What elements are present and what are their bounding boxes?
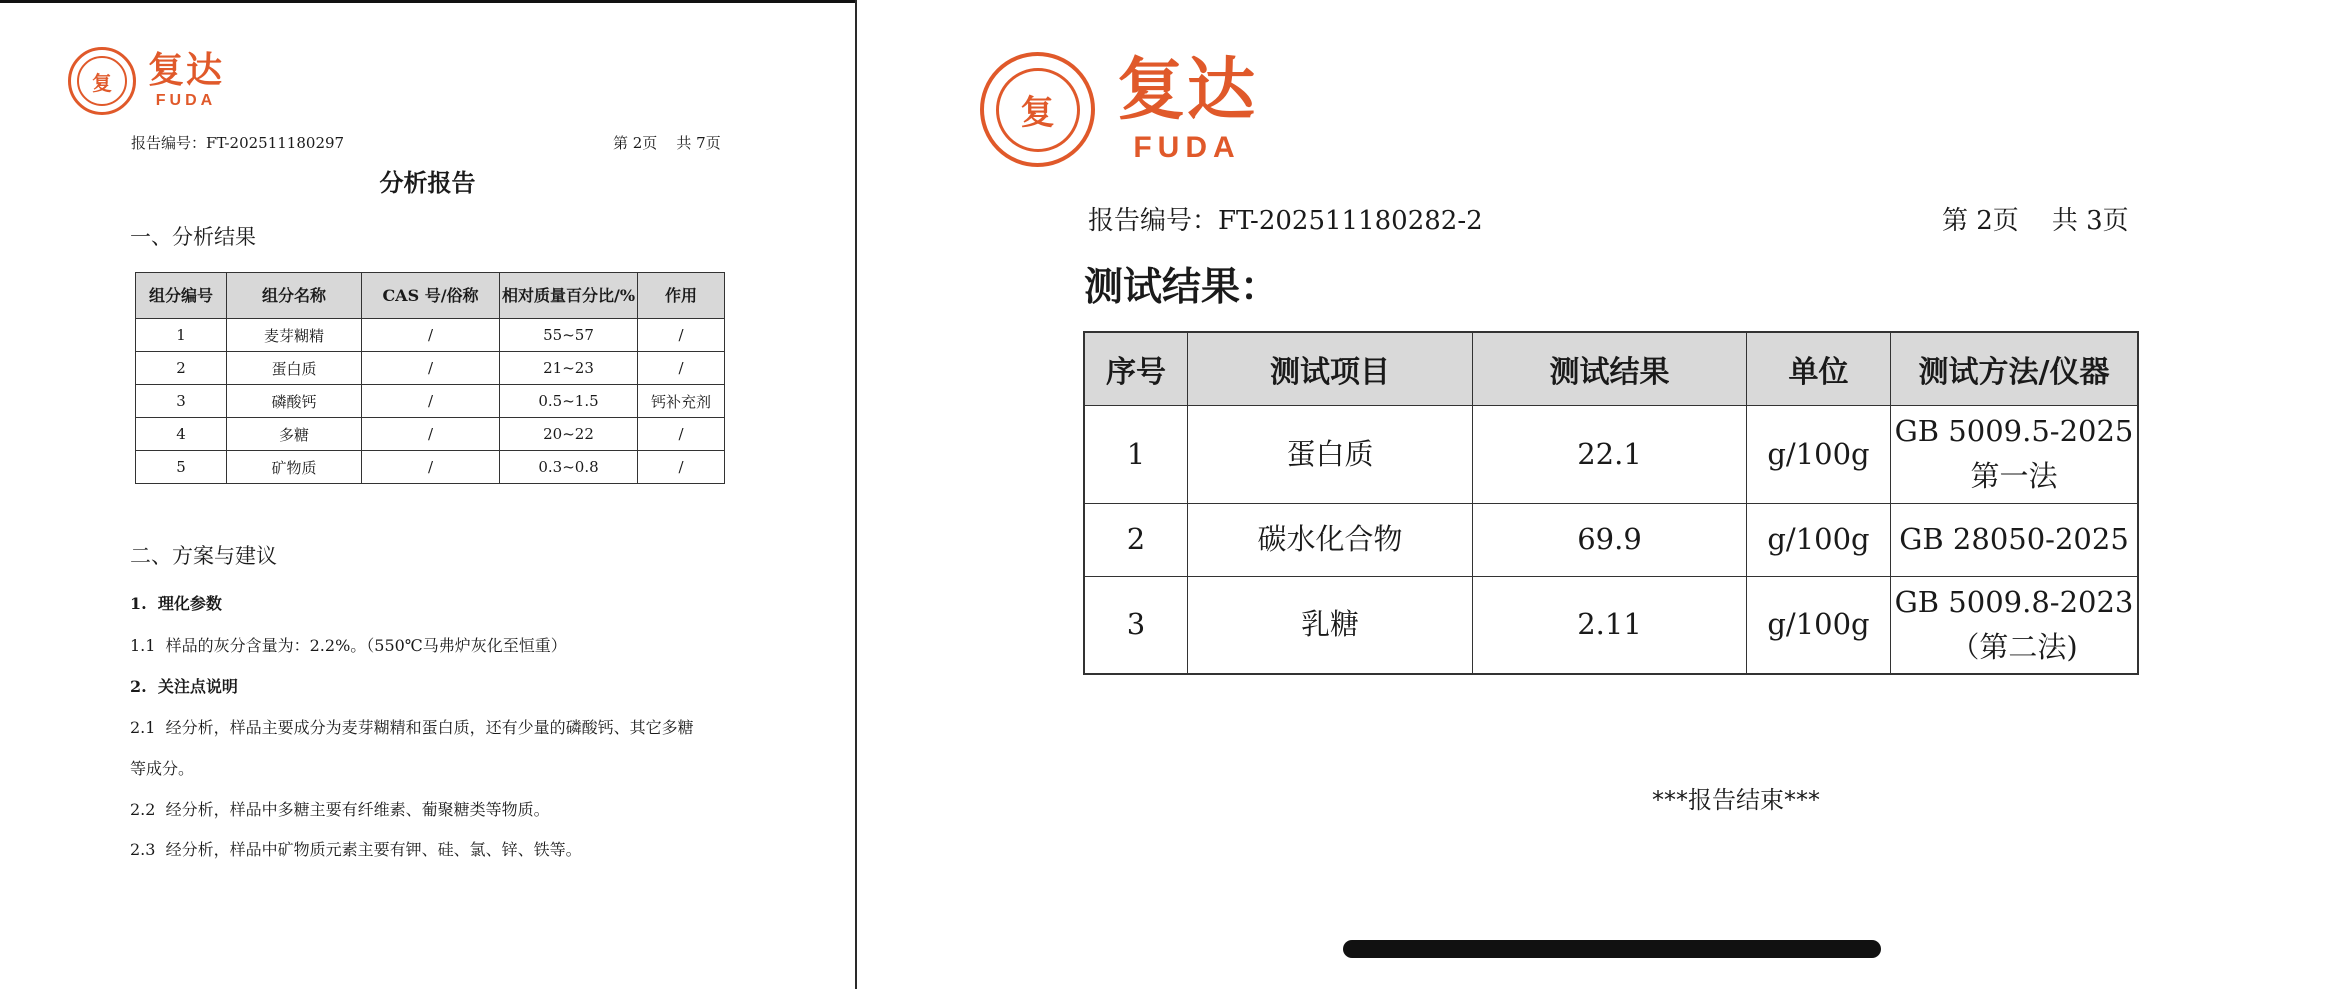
report-number: 报告编号：FT-202511180297 bbox=[131, 134, 345, 152]
table-row bbox=[1084, 405, 2138, 503]
fuda-logo bbox=[68, 47, 224, 115]
report-title: 分析报告 bbox=[379, 169, 476, 197]
right-report-page bbox=[858, 0, 2338, 989]
table-cell: 2 bbox=[136, 352, 227, 385]
table-cell: / bbox=[362, 418, 500, 451]
table-cell: 0.3~0.8 bbox=[500, 451, 638, 484]
table-cell: / bbox=[638, 418, 725, 451]
subsection-heading: 1. 理化参数 bbox=[130, 594, 222, 613]
table-row bbox=[136, 352, 725, 385]
paragraph: 等成分。 bbox=[130, 759, 195, 778]
table-cell: / bbox=[362, 385, 500, 418]
table-cell: 蛋白质 bbox=[227, 352, 362, 385]
table-cell: 2.11 bbox=[1473, 576, 1747, 674]
table-cell: 蛋白质 bbox=[1188, 405, 1473, 503]
header-cell: 测试结果 bbox=[1473, 332, 1747, 405]
brand-wordmark: 复达 FUDA bbox=[148, 50, 225, 109]
header-cell: 作用 bbox=[638, 273, 725, 319]
home-indicator-bar[interactable] bbox=[1343, 940, 1881, 958]
paragraph: 1.1 样品的灰分含量为：2.2%。（550℃马弗炉灰化至恒重） bbox=[130, 636, 567, 655]
header-cell: 序号 bbox=[1084, 332, 1188, 405]
report-end-note: ***报告结束*** bbox=[1652, 786, 1820, 814]
section-heading: 一、分析结果 bbox=[130, 225, 256, 249]
table-cell: 2 bbox=[1084, 503, 1188, 576]
left-report-page bbox=[0, 0, 855, 989]
table-cell: 22.1 bbox=[1473, 405, 1747, 503]
header-cell: 测试方法/仪器 bbox=[1891, 332, 2139, 405]
table-cell: 磷酸钙 bbox=[227, 385, 362, 418]
method-line: 第一法 bbox=[1970, 459, 2058, 493]
header-cell: 组分名称 bbox=[227, 273, 362, 319]
table-cell: 多糖 bbox=[227, 418, 362, 451]
method-cell bbox=[1891, 576, 2139, 674]
report-number: 报告编号：FT-202511180282-2 bbox=[1088, 206, 1483, 236]
header-cell: 测试项目 bbox=[1188, 332, 1473, 405]
paragraph: 2.1 经分析，样品主要成分为麦芽糊精和蛋白质，还有少量的磷酸钙、其它多糖 bbox=[130, 718, 694, 737]
table-cell: / bbox=[362, 319, 500, 352]
fuda-seal-icon: 复 bbox=[980, 52, 1095, 167]
header-cell: 单位 bbox=[1747, 332, 1891, 405]
paragraph: 2.2 经分析，样品中多糖主要有纤维素、葡聚糖类等物质。 bbox=[130, 800, 550, 819]
table-cell: 55~57 bbox=[500, 319, 638, 352]
method-line: GB 5009.5-2025 bbox=[1894, 414, 2134, 449]
table-cell: 1 bbox=[136, 319, 227, 352]
brand-wordmark: 复达 FUDA bbox=[1117, 50, 1258, 164]
table-cell: / bbox=[638, 451, 725, 484]
table-row bbox=[136, 385, 725, 418]
table-cell: / bbox=[362, 451, 500, 484]
method-line: （第二法) bbox=[1950, 629, 2078, 664]
table-cell: 4 bbox=[136, 418, 227, 451]
table-header-row bbox=[136, 273, 725, 319]
subsection-heading: 2. 关注点说明 bbox=[130, 677, 238, 696]
table-cell: g/100g bbox=[1747, 576, 1891, 674]
header-cell: CAS 号/俗称 bbox=[362, 273, 500, 319]
page-info: 第 2页 共 7页 bbox=[613, 134, 721, 152]
table-cell: 乳糖 bbox=[1188, 576, 1473, 674]
page-divider bbox=[855, 0, 857, 989]
table-row bbox=[1084, 576, 2138, 674]
table-cell: 矿物质 bbox=[227, 451, 362, 484]
table-cell: 5 bbox=[136, 451, 227, 484]
method-cell bbox=[1891, 405, 2139, 503]
page-info: 第 2页 共 3页 bbox=[1942, 206, 2129, 236]
method-line: GB 28050-2025 bbox=[1899, 522, 2129, 557]
table-cell: g/100g bbox=[1747, 503, 1891, 576]
fuda-logo bbox=[980, 52, 1257, 167]
table-cell: 3 bbox=[1084, 576, 1188, 674]
section-heading: 二、方案与建议 bbox=[130, 544, 277, 568]
table-cell: 钙补充剂 bbox=[638, 385, 725, 418]
header-cell: 相对质量百分比/% bbox=[500, 273, 638, 319]
paragraph: 2.3 经分析，样品中矿物质元素主要有钾、硅、氯、锌、铁等。 bbox=[130, 840, 582, 859]
table-row bbox=[136, 418, 725, 451]
table-cell: 21~23 bbox=[500, 352, 638, 385]
table-cell: 20~22 bbox=[500, 418, 638, 451]
table-cell: 麦芽糊精 bbox=[227, 319, 362, 352]
table-row bbox=[136, 451, 725, 484]
table-cell: g/100g bbox=[1747, 405, 1891, 503]
table-cell: / bbox=[638, 352, 725, 385]
analysis-table bbox=[135, 272, 725, 484]
method-cell bbox=[1891, 503, 2139, 576]
table-cell: 3 bbox=[136, 385, 227, 418]
table-cell: 0.5~1.5 bbox=[500, 385, 638, 418]
method-line: GB 5009.8-2023 bbox=[1894, 584, 2134, 619]
table-header-row bbox=[1084, 332, 2138, 405]
fuda-seal-icon: 复 bbox=[68, 47, 136, 115]
table-cell: 碳水化合物 bbox=[1188, 503, 1473, 576]
test-results-table bbox=[1083, 331, 2139, 675]
header-cell: 组分编号 bbox=[136, 273, 227, 319]
table-cell: 1 bbox=[1084, 405, 1188, 503]
table-cell: 69.9 bbox=[1473, 503, 1747, 576]
table-cell: / bbox=[638, 319, 725, 352]
results-title: 测试结果： bbox=[1084, 265, 1280, 310]
table-row bbox=[136, 319, 725, 352]
table-cell: / bbox=[362, 352, 500, 385]
table-row bbox=[1084, 503, 2138, 576]
